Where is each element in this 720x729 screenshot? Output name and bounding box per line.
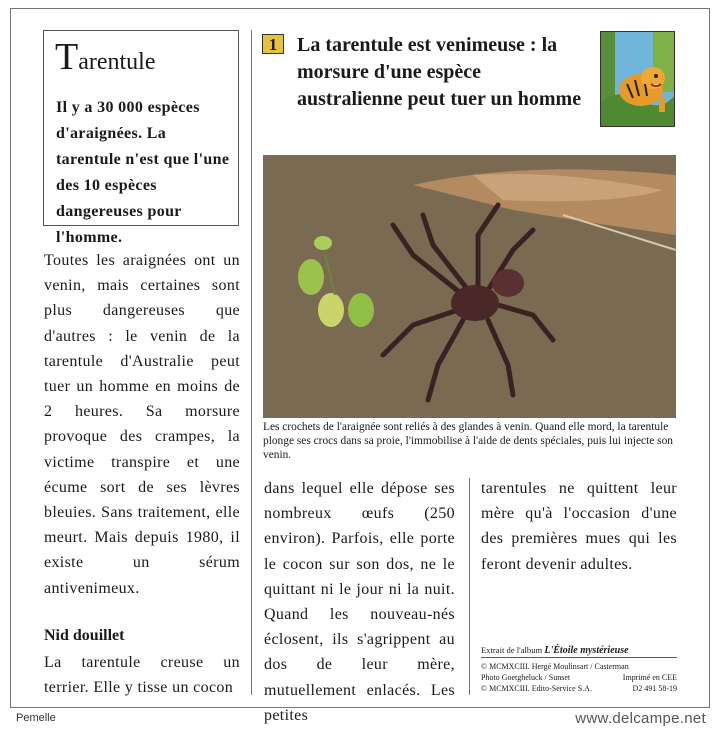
column-divider-2 xyxy=(469,478,470,695)
column-1-text-continued: La tarentule creuse un terrier. Elle y tisse un cocon xyxy=(44,654,240,697)
headline: La tarentule est venimeuse : la morsure d'une espèce australienne peut tuer un homme xyxy=(297,34,582,110)
lead-text: Il y a 30 000 espèces d'araignées. La tarentule n'est que l'une des 10 espèces dangereuses pour l'homme. xyxy=(56,99,230,246)
card-title: Tarentule xyxy=(55,36,156,78)
credit-line-2: Photo Goetgheluck / Sunset xyxy=(481,673,571,682)
site-watermark: www.delcampe.net xyxy=(575,710,706,727)
column-divider xyxy=(251,30,252,695)
section-subhead: Nid douillet xyxy=(44,627,125,644)
column-3-text: tarentules ne quittent leur mère qu'à l'occasion d'une des premières mues qui les feront devenir adultes. xyxy=(481,480,677,573)
credit-line-1: © MCMXCIII. Hergé Moulinsart / Casterman xyxy=(481,662,629,671)
column-2-text: dans lequel elle dépose ses nombreux œufs (250 environ). Parfois, elle porte le cocon sur son dos, ne le quittant ni le jour ni la nuit. Quand les nouveau-nés éclosent, ils s'agrippent au dos de leur mère, mutuellement enlacés. Les petites xyxy=(264,480,455,724)
photo-caption: Les crochets de l'araignée sont reliés à des glandes à venin. Quand elle mord, la tarentule plonge ses crocs dans sa proie, l'immobilise à l'aide de dents spéciales, puis lui injecte son venin. xyxy=(263,421,673,461)
extract-label: Extrait de l'album xyxy=(481,645,543,655)
card-code: D2 491 58-19 xyxy=(632,684,677,693)
credit-rule xyxy=(481,657,677,658)
album-credit xyxy=(481,645,629,656)
title-box xyxy=(43,30,239,246)
column-1-text: Toutes les araignées ont un venin, mais certaines sont plus dangereuses que d'autres : le venin de la tarentule d'Australie peut tuer un homme en moins de 2 heures. Sa morsure provoque des crampes, la victime transpire et une écume sort de ses lèvres bleuies. Sans traitement, elle meurt. Mais depuis 1980, il existe un sérum antivenimeux. xyxy=(44,252,240,597)
tintin-tiger-thumbnail xyxy=(600,31,675,127)
tarantula-photo xyxy=(263,155,676,418)
card-number-badge: 1 xyxy=(262,34,284,54)
album-title: L'Étoile mystérieuse xyxy=(544,645,629,656)
printed-label: Imprimé en CEE xyxy=(622,673,677,682)
seller-watermark: Pemelle xyxy=(16,712,56,724)
credit-line-3: © MCMXCIII. Edito-Service S.A. xyxy=(481,684,592,693)
